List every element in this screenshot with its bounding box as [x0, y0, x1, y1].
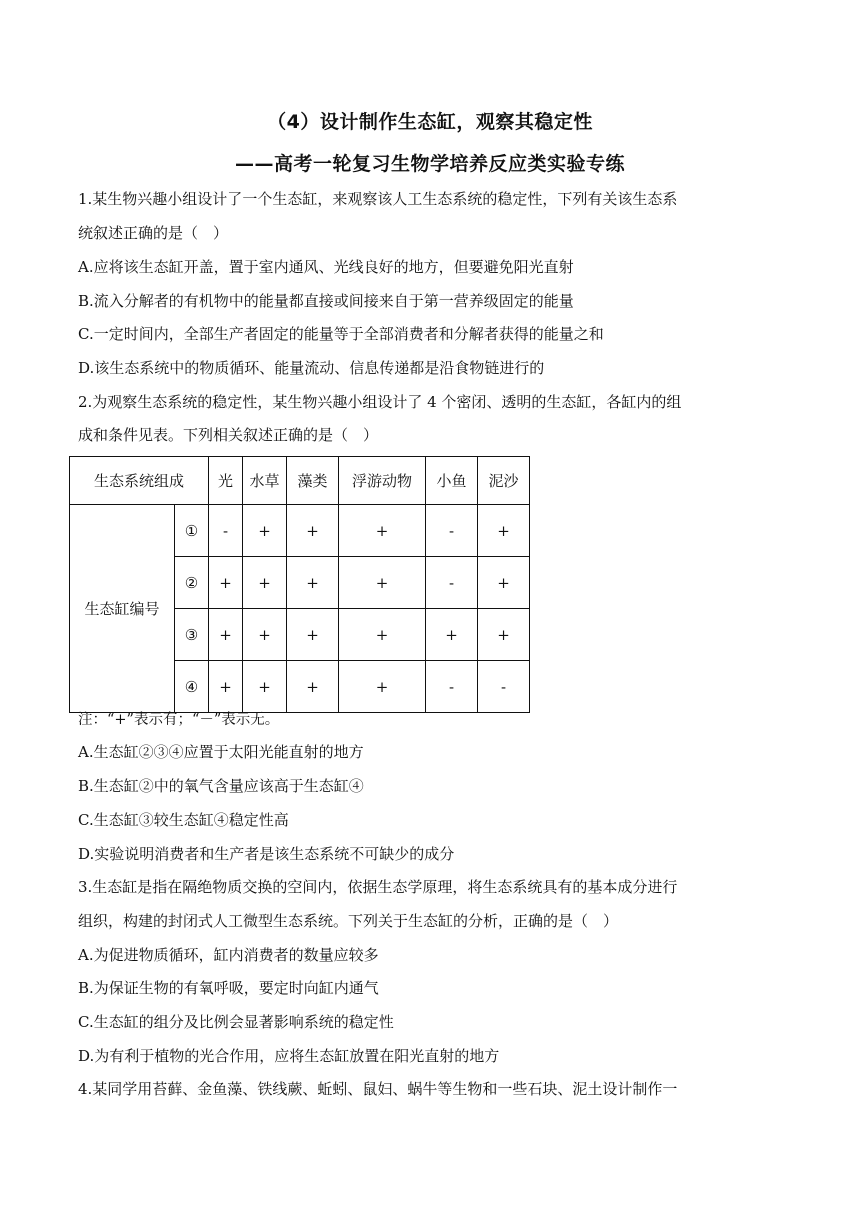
table-row [70, 505, 530, 557]
table-col-zooplankton: 浮游动物 [339, 457, 426, 505]
q1-option-d: D.该生态系统中的物质循环、能量流动、信息传递都是沿食物链进行的 [78, 359, 545, 377]
q2-option-a: A.生态缸②③④应置于太阳光能直射的地方 [78, 743, 364, 761]
table-cell: + [287, 505, 339, 557]
table-col-light: 光 [209, 457, 243, 505]
q2-option-c: C.生态缸③较生态缸④稳定性高 [78, 811, 289, 829]
table-cell: + [478, 505, 530, 557]
q3-option-c: C.生态缸的组分及比例会显著影响系统的稳定性 [78, 1013, 394, 1031]
q1-option-a: A.应将该生态缸开盖，置于室内通风、光线良好的地方，但要避免阳光直射 [78, 258, 574, 276]
table-cell: + [209, 661, 243, 713]
q3-option-d: D.为有利于植物的光合作用，应将生态缸放置在阳光直射的地方 [78, 1047, 500, 1065]
table-cell: + [287, 557, 339, 609]
page-subtitle: ——高考一轮复习生物学培养反应类实验专练 [234, 153, 625, 175]
table-cell: + [339, 505, 426, 557]
q3-option-b: B.为保证生物的有氧呼吸，要定时向缸内通气 [78, 979, 379, 997]
ecosystem-table [69, 456, 530, 713]
table-cell: + [209, 557, 243, 609]
q2-stem-line2: 成和条件见表。下列相关叙述正确的是（ ） [78, 426, 379, 444]
q1-stem-line1: 1.某生物兴趣小组设计了一个生态缸，来观察该人工生态系统的稳定性，下列有关该生态系 [78, 190, 678, 208]
q3-option-a: A.为促进物质循环，缸内消费者的数量应较多 [78, 946, 379, 964]
q2-stem-line1: 2.为观察生态系统的稳定性，某生物兴趣小组设计了 4 个密闭、透明的生态缸，各缸内的组 [78, 393, 682, 411]
table-cell: + [243, 661, 287, 713]
table-header-row [70, 457, 530, 505]
q2-option-d: D.实验说明消费者和生产者是该生态系统不可缺少的成分 [78, 845, 455, 863]
q1-option-b: B.流入分解者的有机物中的能量都直接或间接来自于第一营养级固定的能量 [78, 292, 574, 310]
q3-stem-line2: 组织，构建的封闭式人工微型生态系统。下列关于生态缸的分析，正确的是（ ） [78, 912, 619, 930]
table-cell: + [243, 505, 287, 557]
table-cell: - [478, 661, 530, 713]
table-row-id: ① [175, 505, 209, 557]
q1-stem-line2: 统叙述正确的是（ ） [78, 224, 229, 242]
table-cell: - [209, 505, 243, 557]
table-cell: + [339, 661, 426, 713]
table-row-id: ③ [175, 609, 209, 661]
table-note: 注：“+”表示有；“－”表示无。 [78, 712, 280, 728]
table-cell: + [339, 557, 426, 609]
page-title: （4）设计制作生态缸，观察其稳定性 [267, 111, 593, 133]
table-cell: + [243, 557, 287, 609]
table-cell: + [209, 609, 243, 661]
table-col-fish: 小鱼 [426, 457, 478, 505]
table-header-label: 生态系统组成 [70, 457, 209, 505]
table-cell: - [426, 505, 478, 557]
table-cell: + [287, 661, 339, 713]
table-col-sediment: 泥沙 [478, 457, 530, 505]
q1-option-c: C.一定时间内，全部生产者固定的能量等于全部消费者和分解者获得的能量之和 [78, 325, 604, 343]
table-cell: + [287, 609, 339, 661]
table-row-id: ② [175, 557, 209, 609]
table-col-algae: 藻类 [287, 457, 339, 505]
table-cell: + [339, 609, 426, 661]
table-col-waterweed: 水草 [243, 457, 287, 505]
q3-stem-line1: 3.生态缸是指在隔绝物质交换的空间内，依据生态学原理，将生态系统具有的基本成分进行 [78, 878, 678, 896]
q2-option-b: B.生态缸②中的氧气含量应该高于生态缸④ [78, 777, 364, 795]
table-cell: + [478, 557, 530, 609]
table-cell: - [426, 661, 478, 713]
table-cell: + [426, 609, 478, 661]
table-row-id: ④ [175, 661, 209, 713]
table-cell: - [426, 557, 478, 609]
table-row-group-label: 生态缸编号 [70, 505, 175, 713]
table-cell: + [243, 609, 287, 661]
q4-stem-line1: 4.某同学用苔藓、金鱼藻、铁线蕨、蚯蚓、鼠妇、蜗牛等生物和一些石块、泥土设计制作一 [78, 1080, 678, 1098]
table-cell: + [478, 609, 530, 661]
